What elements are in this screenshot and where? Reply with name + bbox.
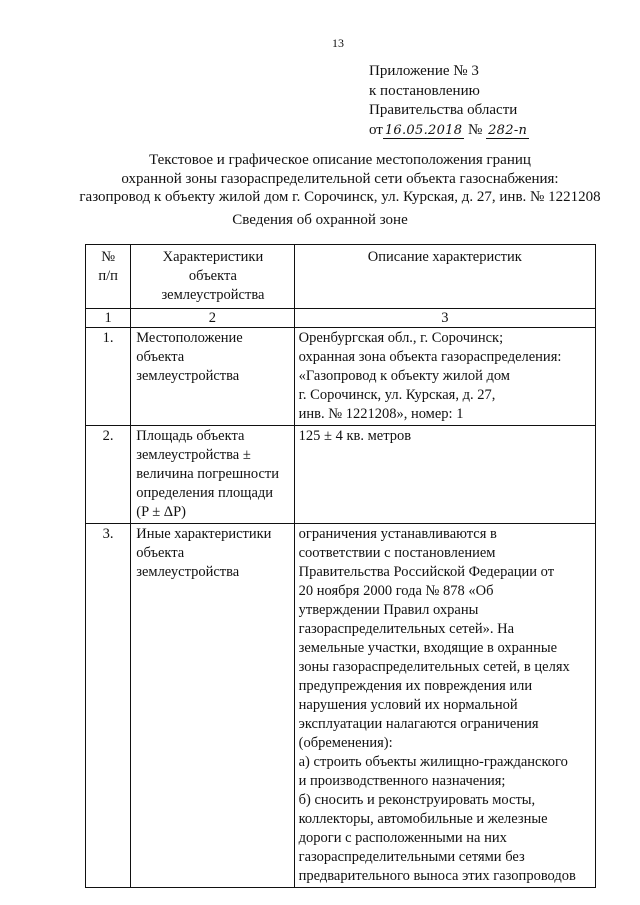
column-number-row [86, 309, 596, 328]
row-number: 3. [86, 524, 131, 888]
table-row [86, 426, 596, 524]
row-characteristic: Иные характеристики объекта землеустройства [131, 524, 294, 888]
table-row [86, 524, 596, 888]
row-number: 2. [86, 426, 131, 524]
header-characteristics: Характеристики объекта землеустройства [131, 245, 294, 309]
appendix-title: Приложение № 3 [369, 63, 479, 79]
row-description: Оренбургская обл., г. Сорочинск; охранная зона объекта газораспределения: «Газопровод к объекту жилой дом г. Сорочинск, ул. Курская, д. 27, инв. № 1221208», номер: 1 [294, 328, 595, 426]
zone-info-table [85, 244, 596, 888]
handwritten-number: 282-п [488, 122, 528, 138]
date-prefix: от [369, 121, 383, 138]
appendix-date-line [369, 121, 529, 141]
page-number: 13 [332, 36, 344, 50]
header-number: № п/п [86, 245, 131, 309]
column-number-3: 3 [294, 309, 595, 328]
document-title [40, 151, 640, 207]
row-description: 125 ± 4 кв. метров [294, 426, 595, 524]
handwritten-date: 16.05.2018 [384, 122, 463, 138]
appendix-ref: к постановлению [369, 82, 480, 99]
table-row [86, 328, 596, 426]
appendix-block [369, 62, 529, 140]
row-characteristic: Площадь объекта землеустройства ± величина погрешности определения площади (P ± ΔP) [131, 426, 294, 524]
section-heading: Сведения об охранной зоне [232, 212, 408, 228]
title-line-1: Текстовое и графическое описание местоположения границ [149, 152, 531, 168]
row-characteristic: Местоположение объекта землеустройства [131, 328, 294, 426]
column-number-2: 2 [131, 309, 294, 328]
appendix-authority: Правительства области [369, 102, 518, 118]
number-prefix: № [468, 121, 483, 138]
title-line-2: охранной зоны газораспределительной сети объекта газоснабжения: [121, 170, 559, 187]
row-number: 1. [86, 328, 131, 426]
header-description: Описание характеристик [294, 245, 595, 309]
title-line-3: газопровод к объекту жилой дом г. Сорочинск, ул. Курская, д. 27, инв. № 1221208 [79, 189, 601, 205]
table-header-row [86, 245, 596, 309]
row-description: ограничения устанавливаются в соответствии с постановлением Правительства Российской Федерации от 20 ноября 2000 года № 878 «Об утверждении Правил охраны газораспределительных сетей». На земельные участки, входящие в охранные зоны газораспределительных сетей, в целях предупреждения их повреждения или нарушения условий их нормальной эксплуатации налагаются ограничения (обременения): а) строить объекты жилищно-гражданского и производственного назначения; б) сносить и реконструировать мосты, коллекторы, автомобильные и железные дороги с расположенными на них газораспределительными сетями без предварительного выноса этих газопроводов [294, 524, 595, 888]
column-number-1: 1 [86, 309, 131, 328]
